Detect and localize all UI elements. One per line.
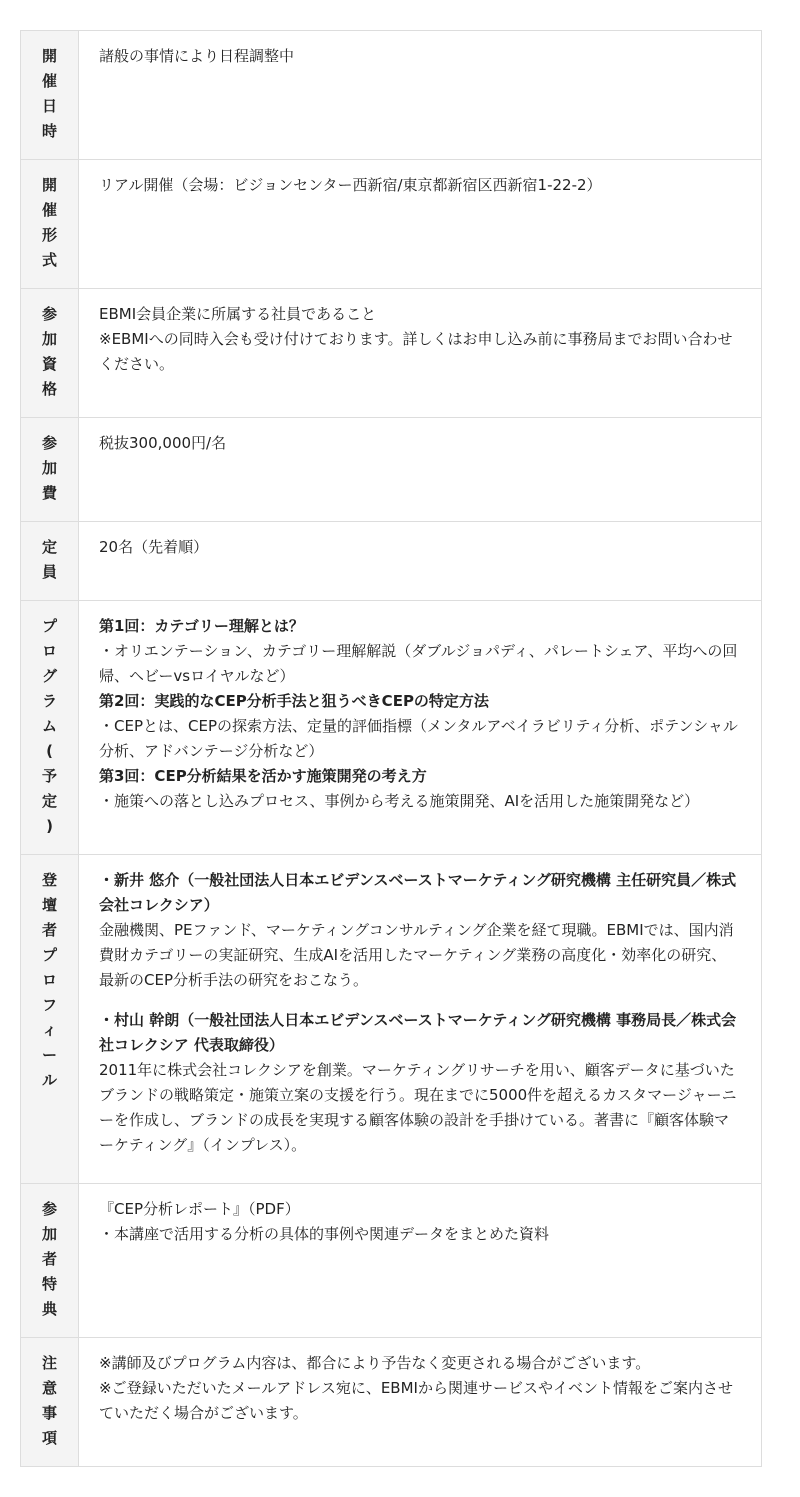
row-label: 開 催 形 式 (41, 176, 57, 269)
row-label-cell (21, 418, 79, 522)
row-value-cell (79, 289, 762, 418)
row-label: プ ロ グ ラ ム ( 予 定 ) (41, 617, 57, 835)
row-content (79, 289, 761, 377)
row-label-cell (21, 160, 79, 289)
content-line: 税抜300,000円/名 (99, 434, 227, 452)
row-label: 注 意 事 項 (41, 1354, 57, 1447)
row-label-cell (21, 601, 79, 855)
content-heading: 第2回：実践的なCEP分析手法と狙うべきCEPの特定方法 (99, 692, 489, 710)
content-heading: 第3回：CEP分析結果を活かす施策開発の考え方 (99, 767, 427, 785)
content-line: ※ご登録いただいたメールアドレス宛に、EBMIから関連サービスやイベント情報をご案内させていただく場合がございます。 (99, 1379, 733, 1422)
row-label: 参 加 資 格 (41, 305, 57, 398)
row-value-cell (79, 418, 762, 522)
row-content (79, 855, 761, 1158)
row-content (79, 601, 761, 814)
row-speaker-profile (21, 855, 762, 1184)
row-label: 参 加 費 (41, 434, 57, 502)
content-line: リアル開催（会場：ビジョンセンター西新宿/東京都新宿区西新宿1-22-2） (99, 176, 602, 194)
row-label: 参 加 者 特 典 (41, 1200, 57, 1318)
row-notes (21, 1338, 762, 1467)
row-value-cell (79, 160, 762, 289)
row-label-cell (21, 1338, 79, 1467)
content-line: ・本講座で活用する分析の具体的事例や関連データをまとめた資料 (99, 1225, 550, 1243)
content-line: 『CEP分析レポート』（PDF） (99, 1200, 300, 1218)
row-capacity (21, 522, 762, 601)
row-content (79, 1184, 761, 1247)
row-eligibility (21, 289, 762, 418)
row-content (79, 31, 761, 69)
content-line: EBMI会員企業に所属する社員であること (99, 305, 377, 323)
content-line: 諸般の事情により日程調整中 (99, 47, 295, 65)
row-label-cell (21, 1184, 79, 1338)
row-value-cell (79, 1338, 762, 1467)
content-heading: ・新井 悠介（一般社団法人日本エビデンスベーストマーケティング研究機構 主任研究員／株式会社コレクシア） (99, 871, 737, 914)
content-heading: ・村山 幹朗（一般社団法人日本エビデンスベーストマーケティング研究機構 事務局長／株式会社コレクシア 代表取締役） (99, 1011, 737, 1054)
row-label: 開 催 日 時 (41, 47, 57, 140)
content-line: ・施策への落とし込みプロセス、事例から考える施策開発、AIを活用した施策開発など） (99, 792, 700, 810)
content-line: ・オリエンテーション、カテゴリー理解解説（ダブルジョパディ、パレートシェア、平均への回帰、ヘビーvsロイヤルなど） (99, 642, 738, 685)
row-label: 定 員 (41, 538, 57, 581)
row-value-cell (79, 31, 762, 160)
row-value-cell (79, 1184, 762, 1338)
content-line: 20名（先着順） (99, 538, 209, 556)
row-label-cell (21, 522, 79, 601)
content-heading: 第1回：カテゴリー理解とは？ (99, 617, 304, 635)
event-info-table (20, 30, 762, 1467)
content-line: ※講師及びプログラム内容は、都合により予告なく変更される場合がございます。 (99, 1354, 651, 1372)
row-event-date (21, 31, 762, 160)
row-value-cell (79, 601, 762, 855)
row-label-cell (21, 855, 79, 1184)
row-content (79, 522, 761, 560)
content-line: 金融機関、PEファンド、マーケティングコンサルティング企業を経て現職。EBMIでは、国内消費財カテゴリーの実証研究、生成AIを活用したマーケティング業務の高度化・効率化の研究、最新のCEP分析手法の研究をおこなう。 (99, 921, 734, 989)
content-line: ・CEPとは、CEPの探索方法、定量的評価指標（メンタルアベイラビリティ分析、ポテンシャル分析、アドバンテージ分析など） (99, 717, 738, 760)
row-program (21, 601, 762, 855)
row-label-cell (21, 289, 79, 418)
content-line: 2011年に株式会社コレクシアを創業。マーケティングリサーチを用い、顧客データに基づいたブランドの戦略策定・施策立案の支援を行う。現在までに5000件を超えるカスタマージャーニーを作成し、ブランドの成長を実現する顧客体験の設計を手掛けている。著書に『顧客体験マーケティング』（インプレス）。 (99, 1061, 737, 1154)
row-value-cell (79, 522, 762, 601)
row-value-cell (79, 855, 762, 1184)
row-fee (21, 418, 762, 522)
row-content (79, 418, 761, 456)
row-event-format (21, 160, 762, 289)
row-label: 登 壇 者 プ ロ フ ィ ー ル (41, 871, 57, 1089)
content-line: ※EBMIへの同時入会も受け付けております。詳しくはお申し込み前に事務局までお問い合わせください。 (99, 330, 733, 373)
row-content (79, 1338, 761, 1426)
row-attendee-benefit (21, 1184, 762, 1338)
row-content (79, 160, 761, 198)
row-label-cell (21, 31, 79, 160)
content-line (99, 993, 741, 1008)
